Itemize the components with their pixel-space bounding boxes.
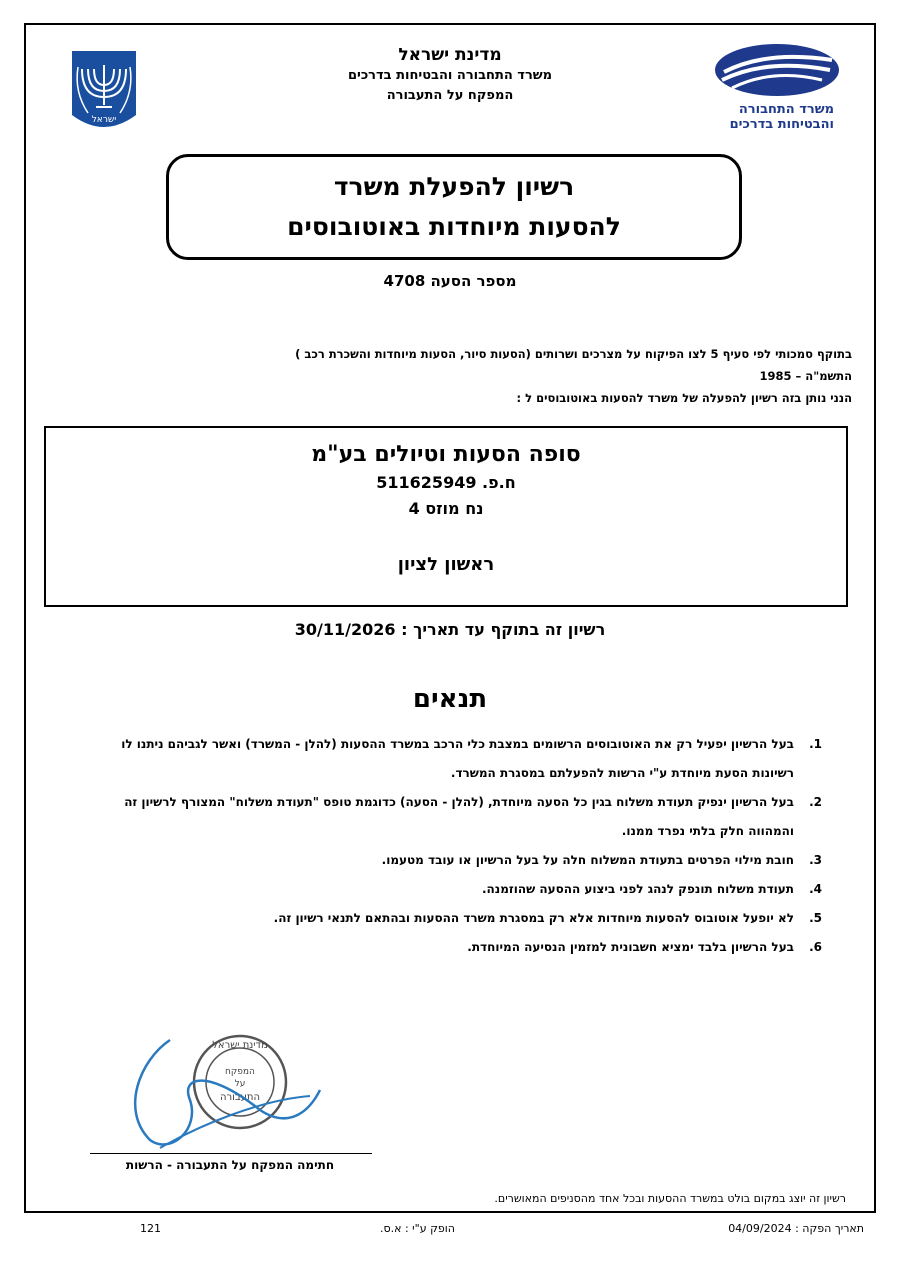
condition-item — [82, 846, 822, 875]
holder-city: ראשון לציון — [397, 554, 495, 575]
title-line-2: להסעות מיוחדות באוטובוסים — [287, 212, 621, 241]
holder-address: נח מוזס 4 — [408, 499, 484, 518]
conditions-title: תנאים — [412, 684, 488, 714]
ministry-logo-icon — [712, 42, 842, 98]
condition-number: 5. — [809, 911, 822, 925]
holder-company-id: ח.פ. 511625949 — [376, 473, 516, 492]
issued-by: הופק ע"י : א.ס. — [380, 1222, 455, 1235]
license-holder-box — [44, 426, 848, 607]
condition-text: בעל הרשיון ינפיק תעודת משלוח בגין כל הסעה מיוחדת, (להלן - הסעה) כדוגמת טופס "תעודת משלוח" המצורף לרשיון זה והמהווה חלק בלתי נפרד ממנו. — [124, 795, 794, 838]
signature-caption: חתימה המפקח על התעבורה - הרשות — [125, 1158, 335, 1172]
document-title — [166, 154, 742, 260]
header-state: מדינת ישראל — [398, 45, 502, 65]
stamp-line-3: התעבורה — [219, 1092, 261, 1103]
page-number: 121 — [140, 1222, 161, 1235]
condition-text: תעודת משלוח תונפק לנהג לפני ביצוע ההסעה שהוזמנה. — [482, 882, 794, 896]
intro-text — [42, 343, 852, 409]
condition-item — [82, 933, 822, 962]
title-line-1: רשיון להפעלת משרד — [333, 172, 575, 201]
condition-text: בעל הרשיון בלבד ימציא חשבונית למזמין הנסיעה המיוחדת. — [467, 940, 794, 954]
intro-line-2: התשמ"ה – 1985 — [759, 369, 852, 383]
stamp-line-1: המפקח — [225, 1067, 255, 1077]
condition-item — [82, 788, 822, 846]
display-note: רשיון זה יוצג במקום בולט במשרד ההסעות ובכל אחד מהסניפים המאושרים. — [494, 1192, 846, 1205]
issue-date: תאריך הפקה : 04/09/2024 — [728, 1222, 864, 1235]
emblem-label: ישראל — [91, 115, 117, 125]
stamp-top-text: מדינת ישראל — [212, 1040, 268, 1051]
condition-number: 3. — [809, 853, 822, 867]
header — [250, 44, 650, 106]
header-department: המפקח על התעבורה — [386, 88, 514, 103]
condition-item — [82, 730, 822, 788]
condition-item — [82, 904, 822, 933]
logo-line-2: והבטיחות בדרכים — [729, 117, 834, 132]
condition-text: בעל הרשיון יפעיל רק את האוטובוסים הרשומים במצבת כלי הרכב במשרד ההסעות (להלן - המשרד) ואשר לגביהם ניתנו לו רשיונות הסעת מיוחדת ע"י הרשות להפעלתם במסגרת המשרד. — [121, 737, 794, 780]
official-stamp-signature — [110, 1030, 330, 1160]
header-ministry: משרד התחבורה והבטיחות בדרכים — [347, 68, 553, 83]
validity-date: רשיון זה בתוקף עד תאריך : 30/11/2026 — [294, 620, 606, 639]
conditions-list — [82, 730, 822, 962]
logo-line-1: משרד התחבורה — [738, 102, 834, 117]
condition-number: 6. — [809, 940, 822, 954]
condition-number: 4. — [809, 882, 822, 896]
condition-text: חובת מילוי הפרטים בתעודת המשלוח חלה על בעל הרשיון או עובד מטעמו. — [381, 853, 794, 867]
stamp-line-2: על — [234, 1079, 246, 1089]
signature-line — [90, 1153, 372, 1154]
intro-line-1: בתוקף סמכותי לפי סעיף 5 לצו הפיקוח על מצרכים ושרותים (הסעות סיור, הסעות מיוחדות והשכרת רכב ) — [295, 347, 852, 361]
condition-text: לא יופעל אוטובוס להסעות מיוחדות אלא רק במסגרת משרד ההסעות ובהתאם לתנאי רשיון זה. — [273, 911, 794, 925]
ministry-logo — [712, 42, 842, 138]
condition-number: 2. — [809, 795, 822, 809]
condition-item — [82, 875, 822, 904]
signature-underline — [160, 1096, 310, 1148]
state-emblem-icon — [68, 47, 140, 137]
condition-number: 1. — [809, 737, 822, 751]
holder-name: סופה הסעות וטיולים בע"מ — [311, 442, 581, 467]
intro-line-3: הנני נותן בזה רשיון להפעלה של משרד להסעות באוטובוסים ל : — [516, 391, 852, 405]
trip-number: מספר הסעה 4708 — [383, 272, 517, 290]
